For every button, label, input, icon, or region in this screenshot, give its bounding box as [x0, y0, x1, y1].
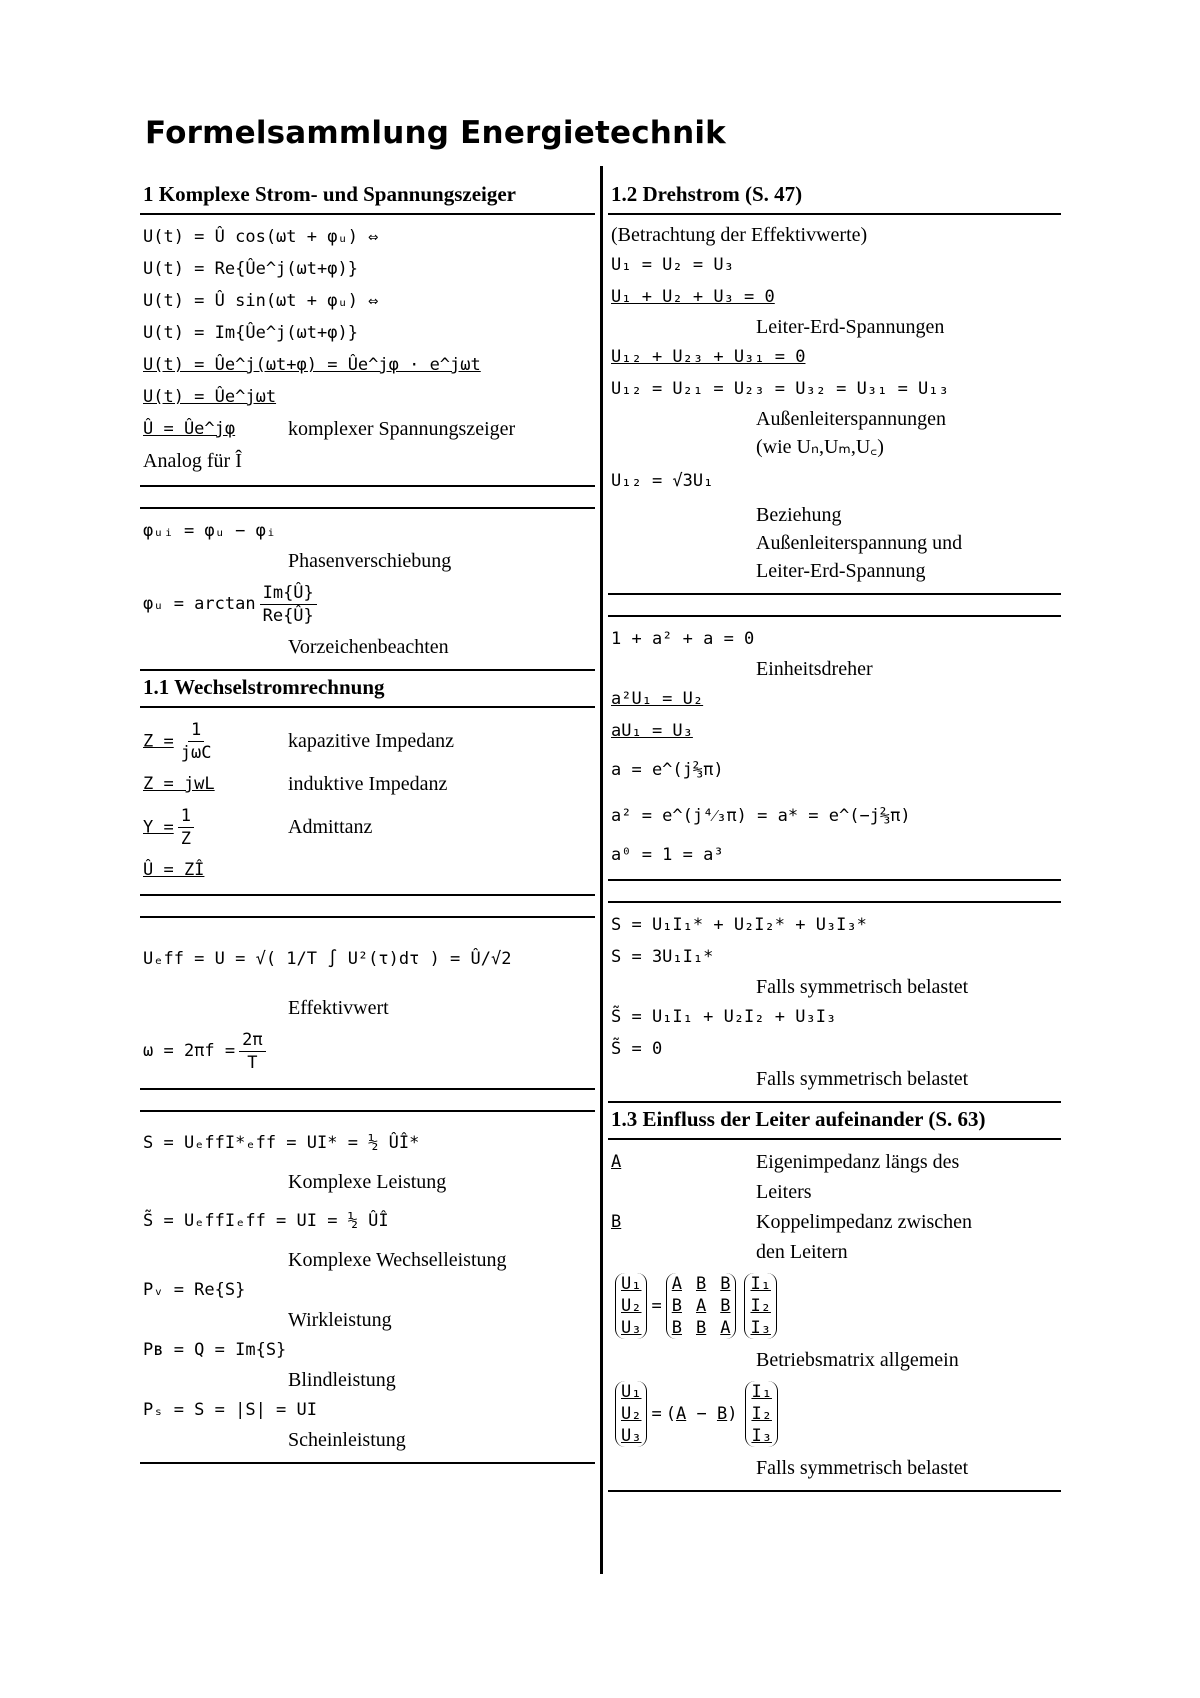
numerator: 2π: [239, 1029, 265, 1052]
formula: a²U₁ = U₂: [611, 689, 704, 709]
formula-description: Blindleistung: [288, 1369, 396, 1391]
formula: Pʙ = Q = Im{S}: [143, 1340, 287, 1360]
voltage-vector: U₁ U₂ U₃: [615, 1381, 647, 1447]
formula-description: induktive Impedanz: [288, 773, 448, 795]
formula: U(t) = Re{Ûe^j(ωt+φ)}: [143, 259, 358, 279]
section-header-1: 1 Komplexe Strom- und Spannungszeiger: [140, 178, 595, 215]
formula-description: Eigenimpedanz längs des: [756, 1151, 960, 1173]
formula: U(t) = Im{Ûe^j(ωt+φ)}: [143, 323, 358, 343]
formula: [143, 805, 288, 850]
formula-description: Phasenverschiebung: [288, 550, 452, 572]
formula: aU₁ = U₃: [611, 721, 693, 741]
impedance-matrix: A B B B A B B B A: [666, 1273, 737, 1339]
numerator: 1: [188, 719, 204, 742]
formula: φᵤᵢ = φᵤ − φᵢ: [143, 521, 277, 541]
formula: ω = 2πf =: [143, 1041, 236, 1061]
note: (Betrachtung der Effektivwerte): [611, 224, 868, 246]
formula: S̃ = U₁I₁ + U₂I₂ + U₃I₃: [611, 1007, 837, 1027]
formula-description: Einheitsdreher: [756, 658, 873, 680]
formula-description: Außenleiterspannungen: [756, 408, 946, 430]
formula-description: Beziehung: [756, 504, 842, 526]
phase-block: [140, 509, 595, 671]
formula-description: Falls symmetrisch belastet: [756, 1457, 969, 1479]
formula: U₁ = U₂ = U₃: [611, 255, 734, 275]
denominator: Z: [180, 828, 191, 849]
symbol: A: [611, 1152, 622, 1172]
power-block: [140, 1112, 595, 1464]
formula: U₁₂ = √3U₁: [611, 471, 714, 491]
fraction: [178, 719, 215, 764]
formula-description: komplexer Spannungszeiger: [288, 418, 516, 440]
column-divider: [600, 166, 603, 1574]
section-gap: [608, 595, 1061, 617]
analog-note: Analog für Î: [143, 450, 242, 472]
formula: [143, 719, 288, 764]
formula: Pᵥ = Re{S}: [143, 1280, 246, 1300]
section-gap: [608, 881, 1061, 903]
formula-description: Scheinleistung: [288, 1429, 406, 1451]
voltage-vector: U₁ U₂ U₃: [615, 1273, 647, 1339]
formula: U(t) = Ûe^jωt: [143, 387, 277, 407]
formula-description: Koppelimpedanz zwischen: [756, 1211, 973, 1233]
section-header-1-3: 1.3 Einfluss der Leiter aufeinander (S. 63): [608, 1103, 1061, 1140]
formula-description: (wie Uₙ,Uₘ,U꜀): [756, 436, 884, 458]
formula-lhs: Y =: [143, 817, 174, 837]
denominator: T: [247, 1052, 258, 1073]
formula: U(t) = Û cos(ωt + φᵤ) ⇔: [143, 227, 379, 247]
formula: S̃ = UₑffIₑff = UI = ½ ÛÎ: [143, 1211, 389, 1231]
formula-description: Falls symmetrisch belastet: [756, 976, 969, 998]
formula: φᵤ = arctan: [143, 594, 256, 614]
current-vector: I₁ I₂ I₃: [744, 1273, 776, 1339]
three-phase-power-block: [608, 903, 1061, 1103]
matrix-equation-symmetric: U₁ U₂ U₃ = (A − B) I₁ I₂ I₃: [611, 1374, 1058, 1454]
section-header-1-2: 1.2 Drehstrom (S. 47): [608, 178, 1061, 215]
formula: S̃ = 0: [611, 1039, 663, 1059]
formula-description: den Leitern: [756, 1241, 848, 1263]
formula-description: Außenleiterspannung und: [756, 532, 963, 554]
formula: U₁ + U₂ + U₃ = 0: [611, 287, 775, 307]
numerator: Im{Û}: [260, 582, 317, 605]
current-vector: I₁ I₂ I₃: [745, 1381, 777, 1447]
formula-description: Effektivwert: [288, 997, 389, 1019]
formula: S = U₁I₁* + U₂I₂* + U₃I₃*: [611, 915, 867, 935]
symbol: B: [611, 1212, 622, 1232]
formula-lhs: Z =: [143, 731, 174, 751]
formula: S = UₑffI*ₑff = UI* = ½ ÛÎ*: [143, 1133, 420, 1153]
formula-description: Admittanz: [288, 816, 373, 838]
rms-block: [140, 918, 595, 1090]
formula: U₁₂ = U₂₁ = U₂₃ = U₃₂ = U₃₁ = U₁₃: [611, 379, 949, 399]
right-column: [608, 178, 1061, 1492]
coupling-block: [608, 1140, 1061, 1492]
formula: a⁰ = 1 = a³: [611, 845, 724, 865]
section-gap: [140, 896, 595, 918]
formula: a = e^(j⅔π): [611, 760, 724, 780]
formula: 1 + a² + a = 0: [611, 629, 755, 649]
formula-description: kapazitive Impedanz: [288, 730, 455, 752]
formula-description: Komplexe Leistung: [288, 1171, 447, 1193]
formula: S = 3U₁I₁*: [611, 947, 714, 967]
formula: U(t) = Ûe^j(ωt+φ) = Ûe^jφ · e^jωt: [143, 355, 481, 375]
formula: Û = Ûe^jφ: [143, 419, 236, 439]
section-gap: [140, 1090, 595, 1112]
three-phase-block: [608, 215, 1061, 595]
fraction: [260, 582, 317, 627]
formula-description: Falls symmetrisch belastet: [756, 1068, 969, 1090]
page-title: Formelsammlung Energietechnik: [145, 115, 726, 151]
section-gap: [140, 487, 595, 509]
formula: Z = jwL: [143, 774, 215, 794]
phasor-block: [140, 215, 595, 487]
formula: Û = ZÎ: [143, 860, 205, 880]
formula-description: Betriebsmatrix allgemein: [756, 1349, 959, 1371]
left-column: [140, 178, 595, 1464]
formula: Pₛ = S = |S| = UI: [143, 1400, 317, 1420]
formula: U₁₂ + U₂₃ + U₃₁ = 0: [611, 347, 806, 367]
formula: a² = e^(j⁴⁄₃π) = a* = e^(−j⅔π): [611, 806, 911, 826]
formula-description: Wirkleistung: [288, 1309, 392, 1331]
fraction: [178, 805, 194, 850]
formula-description: Komplexe Wechselleistung: [288, 1249, 507, 1271]
denominator: jωC: [180, 742, 212, 763]
formula-description: Vorzeichenbeachten: [288, 636, 449, 658]
formula: Uₑff = U = √( 1/T ∫ U²(τ)dτ ) = Û/√2: [143, 949, 512, 969]
ac-block: [140, 708, 595, 896]
matrix-equation: U₁ U₂ U₃ = A B B B A B B B A I₁ I₂ I₃: [611, 1266, 1058, 1346]
formula-description: Leiter-Erd-Spannung: [756, 560, 926, 582]
rotation-operator-block: [608, 617, 1061, 881]
formula-description: Leiter-Erd-Spannungen: [756, 316, 945, 338]
denominator: Re{Û}: [262, 605, 314, 626]
numerator: 1: [178, 805, 194, 828]
formula-description: Leiters: [756, 1181, 812, 1203]
fraction: [239, 1029, 265, 1074]
formula: U(t) = Û sin(ωt + φᵤ) ⇔: [143, 291, 379, 311]
section-header-1-1: 1.1 Wechselstromrechnung: [140, 671, 595, 708]
